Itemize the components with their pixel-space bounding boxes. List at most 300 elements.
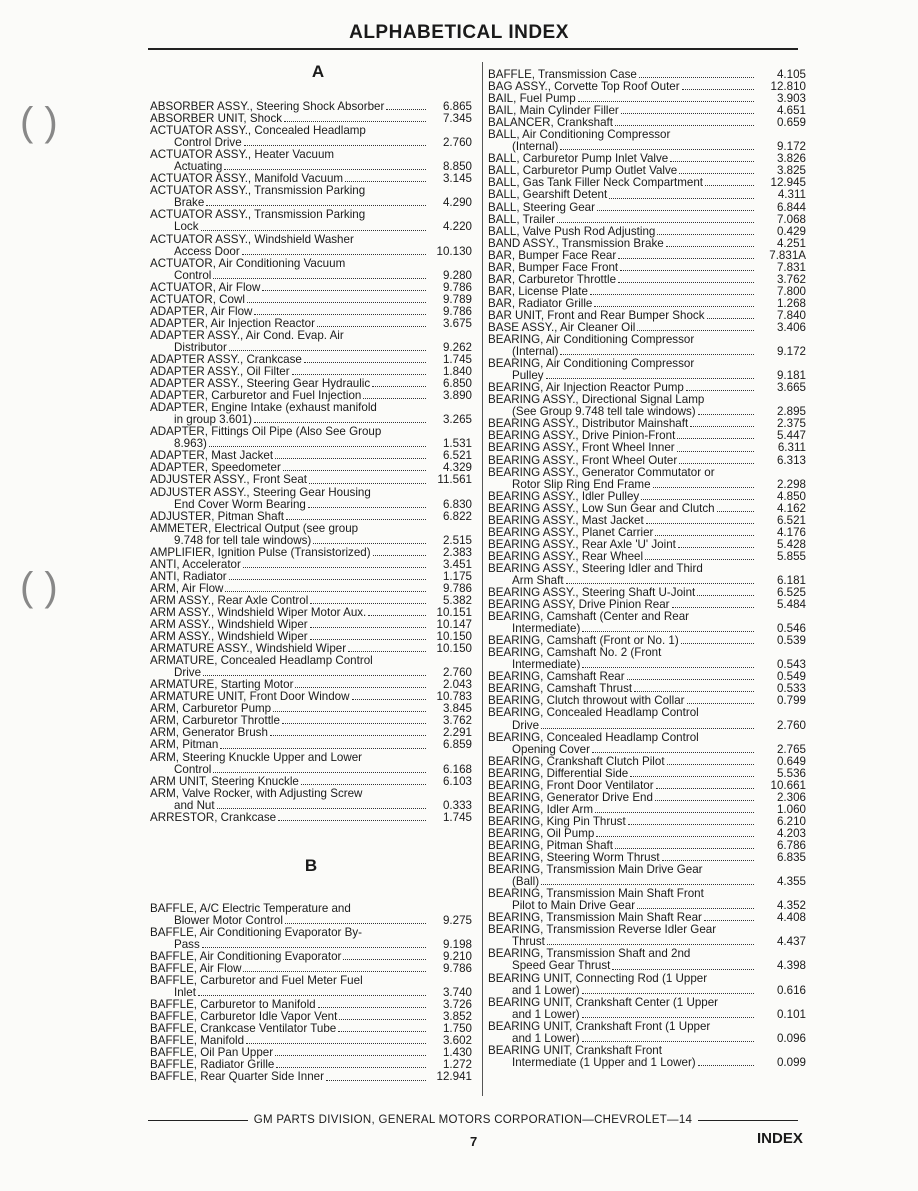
- entry-text: ARMATURE ASSY., Windshield Wiper: [150, 642, 347, 656]
- index-entry: [150, 125, 472, 149]
- entry-page-ref: 6.835: [776, 851, 806, 865]
- entry-text: BEARING ASSY., Front Wheel Outer: [488, 453, 678, 467]
- index-entry: [488, 948, 806, 972]
- entry-page-ref: 4.220: [442, 220, 472, 234]
- index-list-b-continued: [488, 69, 806, 1069]
- entry-row: [150, 535, 472, 547]
- dot-leader: [560, 149, 754, 150]
- dot-leader: [246, 1043, 426, 1044]
- entry-heading-line: ADJUSTER ASSY., Steering Gear Housing: [150, 485, 371, 499]
- entry-heading-line: ARMATURE, Concealed Headlamp Control: [150, 654, 373, 668]
- entry-row: [488, 262, 806, 274]
- dot-leader: [309, 483, 426, 484]
- entry-page-ref: 3.826: [776, 152, 806, 166]
- index-entry: [488, 214, 806, 226]
- dot-leader: [546, 378, 754, 379]
- entry-text: BASE ASSY., Air Cleaner Oil: [488, 320, 636, 334]
- binder-hole-mark: ( ): [20, 100, 58, 144]
- entry-row: [150, 764, 472, 776]
- entry-text: ADAPTER, Air Flow: [150, 304, 253, 318]
- entry-page-ref: 7.840: [776, 308, 806, 322]
- index-entry: [488, 973, 806, 997]
- entry-text: BEARING, Camshaft Thrust: [488, 682, 633, 696]
- entry-text: BAFFLE, Air Flow: [150, 962, 242, 976]
- dot-leader: [677, 451, 754, 452]
- entry-text: BEARING ASSY., Low Sun Gear and Clutch: [488, 501, 715, 515]
- entry-text: and 1 Lower): [512, 1007, 580, 1021]
- entry-page-ref: 3.406: [776, 320, 806, 334]
- dot-leader: [270, 735, 426, 736]
- entry-page-ref: 1.840: [442, 365, 472, 379]
- entry-text: ADAPTER ASSY., Crankcase: [150, 352, 302, 366]
- entry-text: ANTI, Accelerator: [150, 557, 241, 571]
- entry-row: [488, 960, 806, 972]
- entry-text: ANTI, Radiator: [150, 569, 227, 583]
- entry-row: [488, 985, 806, 997]
- entry-heading-line: BEARING UNIT, Crankshaft Center (1 Upper: [488, 995, 719, 1009]
- entry-text: BEARING, Differential Side: [488, 766, 629, 780]
- entry-page-ref: 5.447: [776, 429, 806, 443]
- letter-heading-b: B: [304, 855, 318, 875]
- dot-leader: [352, 699, 427, 700]
- dot-leader: [343, 959, 426, 960]
- entry-heading-line: ADAPTER, Fittings Oil Pipe (Also See Group: [150, 425, 382, 439]
- dot-leader: [363, 398, 426, 399]
- dot-leader: [615, 125, 754, 126]
- entry-page-ref: 3.852: [442, 1010, 472, 1024]
- dot-leader: [717, 511, 754, 512]
- entry-page-ref: 2.375: [776, 417, 806, 431]
- entry-page-ref: 4.850: [776, 489, 806, 503]
- entry-text: ARM, Air Flow: [150, 581, 224, 595]
- entry-text: BEARING ASSY., Distributor Mainshaft: [488, 417, 689, 431]
- entry-page-ref: 3.890: [442, 389, 472, 403]
- entry-text: ACTUATOR, Cowl: [150, 292, 245, 306]
- entry-row: [488, 226, 806, 238]
- entry-row: [488, 780, 806, 792]
- dot-leader: [628, 824, 754, 825]
- entry-text: ADJUSTER ASSY., Front Seat: [150, 473, 308, 487]
- entry-text: and 1 Lower): [512, 983, 580, 997]
- right-column: [488, 69, 806, 1069]
- entry-page-ref: 4.398: [776, 959, 806, 973]
- entry-text: Intermediate): [512, 622, 581, 636]
- dot-leader: [541, 728, 754, 729]
- entry-page-ref: 3.145: [442, 172, 472, 186]
- entry-page-ref: 0.659: [776, 116, 806, 130]
- entry-page-ref: 6.844: [776, 200, 806, 214]
- entry-text: Actuating: [174, 160, 223, 174]
- index-entry: [488, 888, 806, 912]
- entry-text: BAND ASSY., Transmission Brake: [488, 236, 664, 250]
- entry-heading-line: ACTUATOR, Air Conditioning Vacuum: [150, 256, 346, 270]
- entry-text: BAIL, Main Cylinder Filler: [488, 104, 619, 118]
- dot-leader: [547, 944, 754, 945]
- entry-heading-line: ACTUATOR ASSY., Windshield Washer: [150, 232, 354, 246]
- entry-text: Rotor Slip Ring End Frame: [512, 477, 651, 491]
- entry-page-ref: 9.789: [442, 292, 472, 306]
- entry-heading-line: ACTUATOR ASSY., Heater Vacuum: [150, 148, 335, 162]
- index-entry: [488, 732, 806, 756]
- entry-page-ref: 2.515: [442, 533, 472, 547]
- entry-text: ARM UNIT, Steering Knuckle: [150, 774, 299, 788]
- entry-text: BEARING ASSY, Drive Pinion Rear: [488, 598, 670, 612]
- entry-heading-line: BEARING ASSY., Steering Idler and Third: [488, 561, 703, 575]
- entry-page-ref: 6.521: [442, 449, 472, 463]
- index-entry: [488, 503, 806, 515]
- index-entry: [488, 563, 806, 587]
- dot-leader: [209, 446, 426, 447]
- entry-page-ref: 3.762: [776, 272, 806, 286]
- entry-page-ref: 9.198: [442, 937, 472, 951]
- index-entry: [150, 511, 472, 523]
- index-entry: [150, 426, 472, 450]
- entry-text: ADAPTER, Air Injection Reactor: [150, 316, 315, 330]
- index-entry: [150, 752, 472, 776]
- index-entry: [150, 209, 472, 233]
- entry-page-ref: 0.096: [776, 1031, 806, 1045]
- entry-text: ADAPTER, Carburetor and Fuel Injection: [150, 389, 362, 403]
- entry-text: 9.748 for tell tale windows): [174, 533, 312, 547]
- entry-page-ref: 4.203: [776, 826, 806, 840]
- entry-heading-line: BEARING UNIT, Crankshaft Front: [488, 1043, 662, 1057]
- dot-leader: [225, 591, 426, 592]
- entry-row: [150, 812, 472, 824]
- dot-leader: [242, 254, 426, 255]
- dot-leader: [292, 374, 426, 375]
- dot-leader: [254, 314, 426, 315]
- dot-leader: [304, 362, 426, 363]
- entry-text: BALL, Valve Push Rod Adjusting: [488, 224, 656, 238]
- dot-leader: [372, 386, 426, 387]
- entry-heading-line: BEARING UNIT, Crankshaft Front (1 Upper: [488, 1019, 711, 1033]
- dot-leader: [283, 470, 426, 471]
- dot-leader: [582, 667, 754, 668]
- entry-page-ref: 5.855: [776, 549, 806, 563]
- entry-row: [150, 221, 472, 233]
- entry-text: BEARING ASSY., Planet Carrier: [488, 525, 654, 539]
- dot-leader: [679, 173, 754, 174]
- entry-heading-line: BEARING, Air Conditioning Compressor: [488, 357, 695, 371]
- entry-row: [488, 491, 806, 503]
- dot-leader: [318, 1007, 426, 1008]
- entry-text: BEARING, Camshaft Rear: [488, 670, 625, 684]
- footer-rule-left: [148, 1120, 248, 1121]
- entry-page-ref: 4.162: [776, 501, 806, 515]
- index-entry: [150, 776, 472, 788]
- entry-row: [488, 720, 806, 732]
- entry-page-ref: 10.150: [436, 630, 472, 644]
- left-column: [150, 62, 472, 1084]
- entry-page-ref: 3.740: [442, 986, 472, 1000]
- dot-leader: [621, 113, 754, 114]
- entry-page-ref: 4.355: [776, 875, 806, 889]
- dot-leader: [641, 499, 754, 500]
- entry-heading-line: BEARING, Air Conditioning Compressor: [488, 333, 695, 347]
- index-entry: [488, 1045, 806, 1069]
- entry-page-ref: 4.408: [776, 911, 806, 925]
- dot-leader: [590, 294, 754, 295]
- dot-leader: [686, 390, 754, 391]
- dot-leader: [229, 350, 426, 351]
- entry-text: BEARING, Clutch throwout with Collar: [488, 694, 685, 708]
- dot-leader: [678, 547, 754, 548]
- dot-leader: [560, 354, 754, 355]
- index-entry: [150, 282, 472, 294]
- entry-text: Thrust: [512, 935, 545, 949]
- entry-text: BAR, Radiator Grille: [488, 296, 593, 310]
- entry-page-ref: 0.799: [776, 694, 806, 708]
- index-entry: [150, 258, 472, 282]
- entry-page-ref: 0.546: [776, 622, 806, 636]
- index-entry: [150, 234, 472, 258]
- entry-heading-line: BAFFLE, Air Conditioning Evaporator By-: [150, 925, 363, 939]
- entry-heading-line: BEARING, Transmission Main Shaft Front: [488, 887, 704, 901]
- entry-text: ARM, Carburetor Pump: [150, 702, 272, 716]
- letter-heading-a: A: [311, 62, 325, 81]
- dot-leader: [229, 579, 426, 580]
- entry-page-ref: 6.181: [776, 573, 806, 587]
- entry-page-ref: 3.451: [442, 557, 472, 571]
- entry-page-ref: 11.561: [437, 473, 472, 487]
- entry-text: ARM, Carburetor Throttle: [150, 714, 280, 728]
- dot-leader: [646, 523, 754, 524]
- entry-page-ref: 12.941: [436, 1070, 472, 1084]
- entry-text: BEARING, Generator Drive End: [488, 790, 653, 804]
- entry-page-ref: 1.531: [442, 437, 472, 451]
- dot-leader: [326, 1080, 426, 1081]
- entry-text: BEARING, King Pin Thrust: [488, 814, 626, 828]
- dot-leader: [612, 969, 754, 970]
- entry-text: ACTUATOR, Air Flow: [150, 280, 261, 294]
- entry-page-ref: 6.859: [442, 738, 472, 752]
- index-entry: [488, 707, 806, 731]
- dot-leader: [373, 555, 426, 556]
- entry-page-ref: 1.750: [442, 1022, 472, 1036]
- entry-row: [150, 511, 472, 523]
- dot-leader: [637, 330, 754, 331]
- entry-row: [150, 282, 472, 294]
- dot-leader: [618, 258, 754, 259]
- index-entry: [488, 864, 806, 888]
- index-entry: [150, 903, 472, 927]
- entry-text: (Internal): [512, 345, 559, 359]
- dot-leader: [286, 519, 426, 520]
- index-entry: [150, 655, 472, 679]
- entry-page-ref: 2.383: [442, 545, 472, 559]
- entry-text: BAR, Bumper Face Rear: [488, 248, 617, 262]
- dot-leader: [657, 234, 754, 235]
- dot-leader: [582, 631, 754, 632]
- entry-heading-line: BEARING, Concealed Headlamp Control: [488, 730, 699, 744]
- entry-text: BAFFLE, Air Conditioning Evaporator: [150, 950, 342, 963]
- entry-page-ref: 2.291: [442, 726, 472, 740]
- index-entry: [488, 1021, 806, 1045]
- dot-leader: [705, 185, 754, 186]
- entry-text: and Nut: [174, 798, 215, 812]
- dot-leader: [202, 947, 426, 948]
- entry-page-ref: 3.845: [442, 702, 472, 716]
- entry-page-ref: 4.651: [776, 104, 806, 118]
- page-footer: [148, 1114, 798, 1126]
- entry-heading-line: BEARING, Concealed Headlamp Control: [488, 706, 699, 720]
- dot-leader: [244, 145, 426, 146]
- dot-leader: [655, 800, 754, 801]
- entry-text: Intermediate (1 Upper and 1 Lower): [512, 1055, 696, 1069]
- entry-text: BEARING ASSY., Mast Jacket: [488, 513, 644, 527]
- entry-heading-line: BEARING UNIT, Connecting Rod (1 Upper: [488, 971, 708, 985]
- entry-text: in group 3.601): [174, 413, 252, 427]
- entry-text: BEARING, Steering Worm Thrust: [488, 851, 660, 865]
- entry-page-ref: 9.210: [442, 950, 472, 963]
- dot-leader: [672, 607, 755, 608]
- entry-text: Speed Gear Thrust: [512, 959, 611, 973]
- index-entry: [488, 189, 806, 201]
- dot-leader: [681, 643, 754, 644]
- dot-leader: [582, 993, 754, 994]
- entry-row: [488, 1033, 806, 1045]
- index-entry: [150, 975, 472, 999]
- dot-leader: [637, 908, 754, 909]
- entry-page-ref: 9.172: [776, 345, 806, 359]
- entry-row: [150, 270, 472, 282]
- dot-leader: [348, 651, 426, 652]
- dot-leader: [198, 995, 426, 996]
- index-entry: [150, 294, 472, 306]
- dot-leader: [592, 752, 754, 753]
- entry-text: Access Door: [174, 244, 240, 258]
- entry-page-ref: 4.251: [776, 236, 806, 250]
- entry-row: [150, 499, 472, 511]
- dot-leader: [275, 1055, 426, 1056]
- entry-text: Pass: [174, 937, 200, 951]
- entry-row: [150, 776, 472, 788]
- index-entry: [150, 739, 472, 751]
- entry-text: Pilot to Main Drive Gear: [512, 899, 636, 913]
- entry-text: ADAPTER ASSY., Steering Gear Hydraulic: [150, 377, 371, 391]
- entry-text: ADAPTER ASSY., Oil Filter: [150, 365, 290, 379]
- entry-page-ref: 3.665: [776, 381, 806, 395]
- dot-leader: [345, 181, 426, 182]
- entry-text: Control Drive: [174, 136, 242, 150]
- entry-page-ref: 7.345: [442, 112, 472, 126]
- entry-text: BAR, License Plate: [488, 284, 588, 298]
- entry-heading-line: BEARING ASSY., Generator Commutator or: [488, 465, 715, 479]
- index-entry: [150, 1071, 472, 1083]
- index-entry: [488, 467, 806, 491]
- entry-heading-line: ARM, Steering Knuckle Upper and Lower: [150, 750, 363, 764]
- entry-page-ref: 9.275: [442, 913, 472, 927]
- entry-page-ref: 1.268: [776, 296, 806, 310]
- index-entry: [488, 780, 806, 792]
- dot-leader: [541, 884, 754, 885]
- entry-text: Pulley: [512, 369, 544, 383]
- index-entry: [488, 238, 806, 250]
- entry-row: [488, 1009, 806, 1021]
- entry-text: ABSORBER ASSY., Steering Shock Absorber: [150, 100, 385, 113]
- dot-leader: [313, 543, 426, 544]
- index-entry: [488, 768, 806, 780]
- dot-leader: [310, 639, 426, 640]
- entry-text: Control: [174, 762, 212, 776]
- entry-page-ref: 9.786: [442, 581, 472, 595]
- dot-leader: [578, 101, 754, 102]
- index-entry: [488, 491, 806, 503]
- entry-row: [150, 246, 472, 258]
- entry-text: BAR, Carburetor Throttle: [488, 272, 617, 286]
- entry-page-ref: 12.810: [770, 80, 806, 94]
- entry-text: BEARING, Front Door Ventilator: [488, 778, 654, 792]
- dot-leader: [670, 161, 754, 162]
- entry-text: BAR UNIT, Front and Rear Bumper Shock: [488, 308, 705, 322]
- entry-heading-line: BEARING, Camshaft No. 2 (Front: [488, 646, 662, 660]
- entry-page-ref: 1.745: [442, 352, 472, 366]
- entry-text: ACTUATOR ASSY., Manifold Vacuum: [150, 172, 344, 186]
- entry-heading-line: BAFFLE, Carburetor and Fuel Meter Fuel: [150, 974, 363, 988]
- dot-leader: [704, 920, 754, 921]
- entry-text: BEARING ASSY., Drive Pinion-Front: [488, 429, 676, 443]
- dot-leader: [662, 860, 754, 861]
- dot-leader: [645, 559, 754, 560]
- entry-text: BEARING, Pitman Shaft: [488, 839, 614, 852]
- entry-page-ref: 4.311: [777, 188, 806, 202]
- entry-page-ref: 9.786: [442, 962, 472, 976]
- entry-text: BEARING, Camshaft (Front or No. 1): [488, 634, 679, 648]
- entry-page-ref: 9.786: [442, 280, 472, 294]
- entry-page-ref: 9.280: [442, 268, 472, 282]
- entry-page-ref: 2.306: [776, 790, 806, 804]
- entry-page-ref: 0.101: [776, 1007, 806, 1021]
- dot-leader: [368, 615, 426, 616]
- entry-row: [488, 214, 806, 226]
- entry-page-ref: 1.175: [442, 569, 472, 583]
- entry-row: [488, 515, 806, 527]
- index-entry: [488, 997, 806, 1021]
- entry-page-ref: 6.850: [442, 377, 472, 391]
- index-entry: [488, 647, 806, 671]
- entry-text: BEARING ASSY., Rear Wheel: [488, 549, 644, 563]
- entry-row: [150, 294, 472, 306]
- entry-text: BALANCER, Crankshaft: [488, 116, 614, 130]
- entry-text: Drive: [512, 718, 540, 732]
- dot-leader: [224, 169, 426, 170]
- entry-page-ref: 7.831: [776, 260, 806, 274]
- index-entry: [488, 262, 806, 274]
- dot-leader: [595, 812, 754, 813]
- index-entry: [150, 330, 472, 354]
- entry-page-ref: 9.181: [776, 369, 806, 383]
- dot-leader: [609, 198, 754, 199]
- footer-rule-right: [698, 1120, 798, 1121]
- entry-page-ref: 6.103: [442, 774, 472, 788]
- entry-page-ref: 2.760: [776, 718, 806, 732]
- entry-text: BAFFLE, Radiator Grille: [150, 1058, 275, 1072]
- entry-page-ref: 5.536: [776, 766, 806, 780]
- dot-leader: [206, 205, 426, 206]
- title-rule: [148, 48, 798, 50]
- entry-row: [488, 250, 806, 262]
- index-entry: [150, 149, 472, 173]
- entry-text: BEARING ASSY., Steering Shaft U-Joint: [488, 586, 696, 600]
- dot-leader: [213, 772, 426, 773]
- dot-leader: [707, 318, 755, 319]
- entry-page-ref: 10.783: [436, 690, 472, 704]
- dot-leader: [284, 121, 426, 122]
- entry-text: (Ball): [512, 875, 540, 889]
- entry-text: BEARING, Crankshaft Clutch Pilot: [488, 754, 665, 768]
- dot-leader: [339, 1019, 426, 1020]
- entry-heading-line: BEARING, Camshaft (Center and Rear: [488, 610, 690, 624]
